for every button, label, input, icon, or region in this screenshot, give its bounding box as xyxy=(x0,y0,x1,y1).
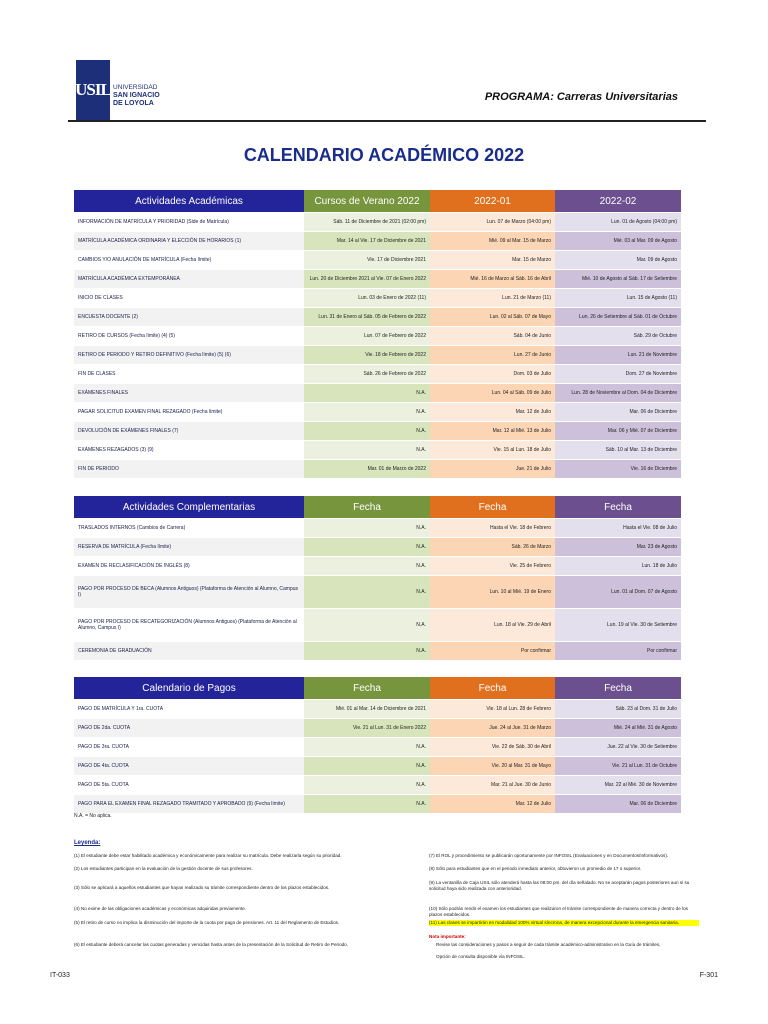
date-cell: Lun. 15 de Agosto (11) xyxy=(555,289,681,308)
date-cell: Sáb. 10 al Mar. 13 de Diciembre xyxy=(555,441,681,460)
activity-cell: PAGO POR PROCESO DE BECA (Alumnos Antiguos) (Plataforma de Atención al Alumno, Campus I) xyxy=(74,576,304,609)
table-row xyxy=(74,346,681,365)
date-cell: Mar. 23 de Agosto xyxy=(555,538,681,557)
column-header: 2022-01 xyxy=(430,190,555,213)
table-header-row xyxy=(74,677,681,700)
date-cell: Lun. 01 al Dom. 07 de Agosto xyxy=(555,576,681,609)
date-cell: Mié. 24 al Mié. 31 de Agosto xyxy=(555,719,681,738)
activity-cell: EXÁMENES REZAGADOS (3) (9) xyxy=(74,441,304,460)
important-note-line-1: Revise las consideraciones y pasos a seguir de cada trámite académico-administrativo en la Guía de trámites, xyxy=(436,942,661,947)
date-cell: N.A. xyxy=(304,576,430,609)
date-cell: Mar. 22 al Mié. 30 de Noviembre xyxy=(555,776,681,795)
date-cell: Vie. 22 de Sáb. 30 de Abril xyxy=(430,738,555,757)
date-cell: Lun. 19 al Vie. 30 de Setiembre xyxy=(555,609,681,642)
column-header: Fecha xyxy=(430,496,555,519)
table-row xyxy=(74,213,681,232)
table-row xyxy=(74,232,681,251)
date-cell: Sáb. 26 de Marzo xyxy=(430,538,555,557)
academic-activities-table xyxy=(74,190,681,479)
header-divider xyxy=(68,120,706,122)
date-cell: Jue. 24 al Jue. 31 de Marzo xyxy=(430,719,555,738)
activity-cell: TRASLADOS INTERNOS (Cambios de Carrera) xyxy=(74,519,304,538)
date-cell: N.A. xyxy=(304,519,430,538)
date-cell: N.A. xyxy=(304,422,430,441)
table-row xyxy=(74,403,681,422)
date-cell: Lun. 31 de Enero al Sáb. 05 de Febrero de 2022 xyxy=(304,308,430,327)
date-cell: N.A. xyxy=(304,441,430,460)
date-cell: Lun. 04 al Sáb. 09 de Julio xyxy=(430,384,555,403)
date-cell: N.A. xyxy=(304,757,430,776)
date-cell: Vie. 18 al Lun. 28 de Febrero xyxy=(430,700,555,719)
table-row xyxy=(74,441,681,460)
legend-note: (7) El ROL y procedimiento se publicarán oportunamente por INFOSIL (Evaluaciones y en Documentos/Informativos). xyxy=(429,853,669,858)
legend-note: (6) El estudiante deberá cancelar las cuotas generadas y vencidas hasta antes de la presentación de la Solicitud de Retiro de Periodo. xyxy=(74,942,349,947)
date-cell: N.A. xyxy=(304,609,430,642)
activity-cell: EXAMEN DE RECLASIFICACIÓN DE INGLÉS (8) xyxy=(74,557,304,576)
date-cell: Mié. 16 de Marzo al Sáb. 16 de Abril xyxy=(430,270,555,289)
legend-note: (1) El estudiante debe estar habilitado académica y económicamente para realizar su matrícula. Debe realizarla según su prioridad. xyxy=(74,853,342,858)
date-cell: Dom. 27 de Noviembre xyxy=(555,365,681,384)
date-cell: Sáb. 29 de Octubre xyxy=(555,327,681,346)
date-cell: N.A. xyxy=(304,642,430,661)
date-cell: Hasta el Vie. 08 de Julio xyxy=(555,519,681,538)
activity-cell: INFORMACIÓN DE MATRÍCULA Y PRIORIDAD (Side de Matrícula) xyxy=(74,213,304,232)
table-row xyxy=(74,795,681,814)
logo-line-2: SAN IGNACIO xyxy=(113,92,160,99)
date-cell: Sáb. 11 de Diciembre de 2021 (02:00 pm) xyxy=(304,213,430,232)
na-note: N.A. = No aplica. xyxy=(74,813,112,819)
footer-left-code: IT-033 xyxy=(50,972,70,979)
activity-cell: MATRÍCULA ACADÉMICA EXTEMPORÁNEA xyxy=(74,270,304,289)
date-cell: Vie. 21 al Lun. 31 de Enero 2022 xyxy=(304,719,430,738)
date-cell: N.A. xyxy=(304,738,430,757)
date-cell: Mar. 12 de Julio xyxy=(430,403,555,422)
table-row xyxy=(74,327,681,346)
table-row xyxy=(74,538,681,557)
logo-mark: USIL xyxy=(75,80,111,99)
date-cell: Lun. 01 de Agosto (04:00 pm) xyxy=(555,213,681,232)
logo-text xyxy=(113,84,160,108)
footer-right-code: F-301 xyxy=(699,972,718,979)
column-header: Fecha xyxy=(555,677,681,700)
activity-cell: PAGO PARA EL EXAMEN FINAL REZAGADO TRAMITADO Y APROBADO (9) (Fecha límite) xyxy=(74,795,304,814)
date-cell: N.A. xyxy=(304,795,430,814)
activity-cell: PAGO DE 4ta. CUOTA xyxy=(74,757,304,776)
activity-cell: RESERVA DE MATRÍCULA (Fecha límite) xyxy=(74,538,304,557)
logo-line-1: UNIVERSIDAD xyxy=(113,84,158,91)
activity-cell: RETIRO DE CURSOS (Fecha límite) (4) (5) xyxy=(74,327,304,346)
date-cell: Por confirmar xyxy=(555,642,681,661)
important-note-line-2: Opción de consulta disponible vía INFOSIL. xyxy=(436,954,526,959)
date-cell: Lun. 27 de Junio xyxy=(430,346,555,365)
table-row xyxy=(74,422,681,441)
date-cell: Mar. 09 de Agosto xyxy=(555,251,681,270)
date-cell: Lun. 21 de Marzo (11) xyxy=(430,289,555,308)
important-note-title: Nota importante: xyxy=(429,934,466,939)
date-cell: Lun. 18 al Vie. 29 de Abril xyxy=(430,609,555,642)
activity-cell: PAGO POR PROCESO DE RECATEGORIZACIÓN (Alumnos Antiguos) (Plataforma de Atención al Alumno, Campus I) xyxy=(74,609,304,642)
table-row xyxy=(74,719,681,738)
payment-calendar-table xyxy=(74,677,681,814)
activity-cell: ENCUESTA DOCENTE (2) xyxy=(74,308,304,327)
legend-note: (4) No exime de las obligaciones académicas y económicas adquiridas previamente. xyxy=(74,906,247,911)
date-cell: Vie. 25 de Febrero xyxy=(430,557,555,576)
complementary-activities-table xyxy=(74,496,681,661)
table-row xyxy=(74,384,681,403)
date-cell: Lun. 07 de Marzo (04:00 pm) xyxy=(430,213,555,232)
table-row xyxy=(74,557,681,576)
column-header: Actividades Complementarias xyxy=(74,496,304,519)
table-row xyxy=(74,576,681,609)
date-cell: Sáb. 04 de Junio xyxy=(430,327,555,346)
activity-cell: DEVOLUCIÓN DE EXÁMENES FINALES (7) xyxy=(74,422,304,441)
table-row xyxy=(74,738,681,757)
activity-cell: RETIRO DE PERIODO Y RETIRO DEFINITIVO (Fecha límite) (5) (6) xyxy=(74,346,304,365)
activity-cell: PAGAR SOLICITUD EXAMEN FINAL REZAGADO (Fecha límite) xyxy=(74,403,304,422)
date-cell: Mié. 10 de Agosto al Sáb. 17 de Setiembre xyxy=(555,270,681,289)
date-cell: Mar. 06 de Diciembre xyxy=(555,795,681,814)
table-header-row xyxy=(74,190,681,213)
activity-cell: PAGO DE 2da. CUOTA xyxy=(74,719,304,738)
date-cell: Vie. 15 al Lun. 18 de Julio xyxy=(430,441,555,460)
date-cell: Mié. 09 al Mar. 15 de Marzo xyxy=(430,232,555,251)
activity-cell: PAGO DE 5ta. CUOTA xyxy=(74,776,304,795)
date-cell: Jue. 21 de Julio xyxy=(430,460,555,479)
table-row xyxy=(74,460,681,479)
date-cell: Jue. 22 al Vie. 30 de Setiembre xyxy=(555,738,681,757)
table-row xyxy=(74,289,681,308)
activity-cell: MATRÍCULA ACADÉMICA ORDINARIA Y ELECCIÓN DE HORARIOS (1) xyxy=(74,232,304,251)
date-cell: Mar. 15 de Marzo xyxy=(430,251,555,270)
program-label: PROGRAMA: Carreras Universitarias xyxy=(484,91,678,103)
date-cell: Vie. 18 de Febrero de 2022 xyxy=(304,346,430,365)
date-cell: Vie. 21 al Lun. 31 de Octubre xyxy=(555,757,681,776)
column-header: 2022-02 xyxy=(555,190,681,213)
activity-cell: INICIO DE CLASES xyxy=(74,289,304,308)
activity-cell: FIN DE PERIODO xyxy=(74,460,304,479)
table-row xyxy=(74,251,681,270)
date-cell: Lun. 10 al Mié. 19 de Enero xyxy=(430,576,555,609)
date-cell: Mié. 01 al Mar. 14 de Diciembre de 2021 xyxy=(304,700,430,719)
activity-cell: CAMBIOS Y/O ANULACIÓN DE MATRÍCULA (Fecha límite) xyxy=(74,251,304,270)
activity-cell: FIN DE CLASES xyxy=(74,365,304,384)
date-cell: Mar. 12 al Mié. 13 de Julio xyxy=(430,422,555,441)
date-cell: Mar. 14 al Vie. 17 de Diciembre de 2021 xyxy=(304,232,430,251)
date-cell: N.A. xyxy=(304,384,430,403)
table-row xyxy=(74,642,681,661)
legend-note: (11) Las clases se impartirán en modalidad 100% virtual síncrona, de manera excepcional durante la emergencia sanitaria. xyxy=(429,920,699,926)
column-header: Fecha xyxy=(430,677,555,700)
column-header: Fecha xyxy=(304,677,430,700)
date-cell: N.A. xyxy=(304,557,430,576)
column-header: Fecha xyxy=(555,496,681,519)
table-row xyxy=(74,776,681,795)
page-title: CALENDARIO ACADÉMICO 2022 xyxy=(243,145,525,165)
column-header: Cursos de Verano 2022 xyxy=(304,190,430,213)
date-cell: Lun. 20 de Diciembre 2021 al Vie. 07 de Enero 2022 xyxy=(304,270,430,289)
legend-note: (8) Sólo para estudiantes que en el periodo inmediato anterior, obtuvieron un promedio de 17 o superior. xyxy=(429,866,642,871)
date-cell: Lun. 02 al Sáb. 07 de Mayo xyxy=(430,308,555,327)
date-cell: Lun. 26 de Setiembre al Sáb. 01 de Octubre xyxy=(555,308,681,327)
activity-cell: PAGO DE MATRÍCULA Y 1ra. CUOTA xyxy=(74,700,304,719)
date-cell: Mar. 21 al Jue. 30 de Junio xyxy=(430,776,555,795)
table-row xyxy=(74,365,681,384)
date-cell: Vie. 20 al Mar. 31 de Mayo xyxy=(430,757,555,776)
legend-note: (10) Sólo podrán rendir el examen los estudiantes que realizaron el trámite correspondiente de manera correcta y dentro de los plazos establecidos. xyxy=(429,906,688,917)
table-row xyxy=(74,609,681,642)
date-cell: Mar. 06 de Diciembre xyxy=(555,403,681,422)
date-cell: Lun. 28 de Noviembre al Dom. 04 de Diciembre xyxy=(555,384,681,403)
legend-note: (2) Los estudiantes participan en la evaluación de la gestión docente de sus profesores. xyxy=(74,866,253,871)
table-header-row xyxy=(74,496,681,519)
date-cell: Dom. 03 de Julio xyxy=(430,365,555,384)
activity-cell: CEREMONIA DE GRADUACIÓN xyxy=(74,642,304,661)
date-cell: Mar. 01 de Marzo de 2022 xyxy=(304,460,430,479)
legend-title: Leyenda: xyxy=(74,840,101,846)
legend-note: (5) El retiro de curso no implica la disminución del importe de la cuota por pago de pensiones. Art. 11 del Reglamento de Estudios. xyxy=(74,920,340,925)
legend-note: (3) Sólo se aplicará a aquellos estudiantes que hayan realizado su trámite correspondiente dentro de los plazos establecidos. xyxy=(74,885,330,890)
date-cell: Mié. 03 al Mar. 09 de Agosto xyxy=(555,232,681,251)
date-cell: N.A. xyxy=(304,403,430,422)
table-row xyxy=(74,308,681,327)
column-header: Calendario de Pagos xyxy=(74,677,304,700)
date-cell: N.A. xyxy=(304,776,430,795)
column-header: Actividades Académicas xyxy=(74,190,304,213)
table-row xyxy=(74,519,681,538)
activity-cell: PAGO DE 3ra. CUOTA xyxy=(74,738,304,757)
date-cell: Sáb. 23 al Dom. 31 de Julio xyxy=(555,700,681,719)
date-cell: Hasta el Vie. 18 de Febrero xyxy=(430,519,555,538)
date-cell: N.A. xyxy=(304,538,430,557)
column-header: Fecha xyxy=(304,496,430,519)
date-cell: Mar. 06 y Mié. 07 de Diciembre xyxy=(555,422,681,441)
date-cell: Lun. 03 de Enero de 2022 (11) xyxy=(304,289,430,308)
logo-line-3: DE LOYOLA xyxy=(113,100,154,107)
legend-note: (9) La ventanilla de Caja USIL sólo atenderá hasta las 08:00 pm. del día señalado. No se aceptarán pagos posteriores aun si su solicitud haya sido realizada con anterioridad. xyxy=(429,880,690,891)
date-cell: Vie. 17 de Diciembre 2021 xyxy=(304,251,430,270)
usil-logo xyxy=(76,60,110,120)
date-cell: Mar. 12 de Julio xyxy=(430,795,555,814)
date-cell: Lun. 18 de Julio xyxy=(555,557,681,576)
date-cell: Vie. 16 de Diciembre xyxy=(555,460,681,479)
table-row xyxy=(74,757,681,776)
table-row xyxy=(74,270,681,289)
table-row xyxy=(74,700,681,719)
date-cell: Lun. 21 de Noviembre xyxy=(555,346,681,365)
date-cell: Lun. 07 de Febrero de 2022 xyxy=(304,327,430,346)
date-cell: Sáb. 26 de Febrero de 2022 xyxy=(304,365,430,384)
date-cell: Por confirmar xyxy=(430,642,555,661)
activity-cell: EXÁMENES FINALES xyxy=(74,384,304,403)
